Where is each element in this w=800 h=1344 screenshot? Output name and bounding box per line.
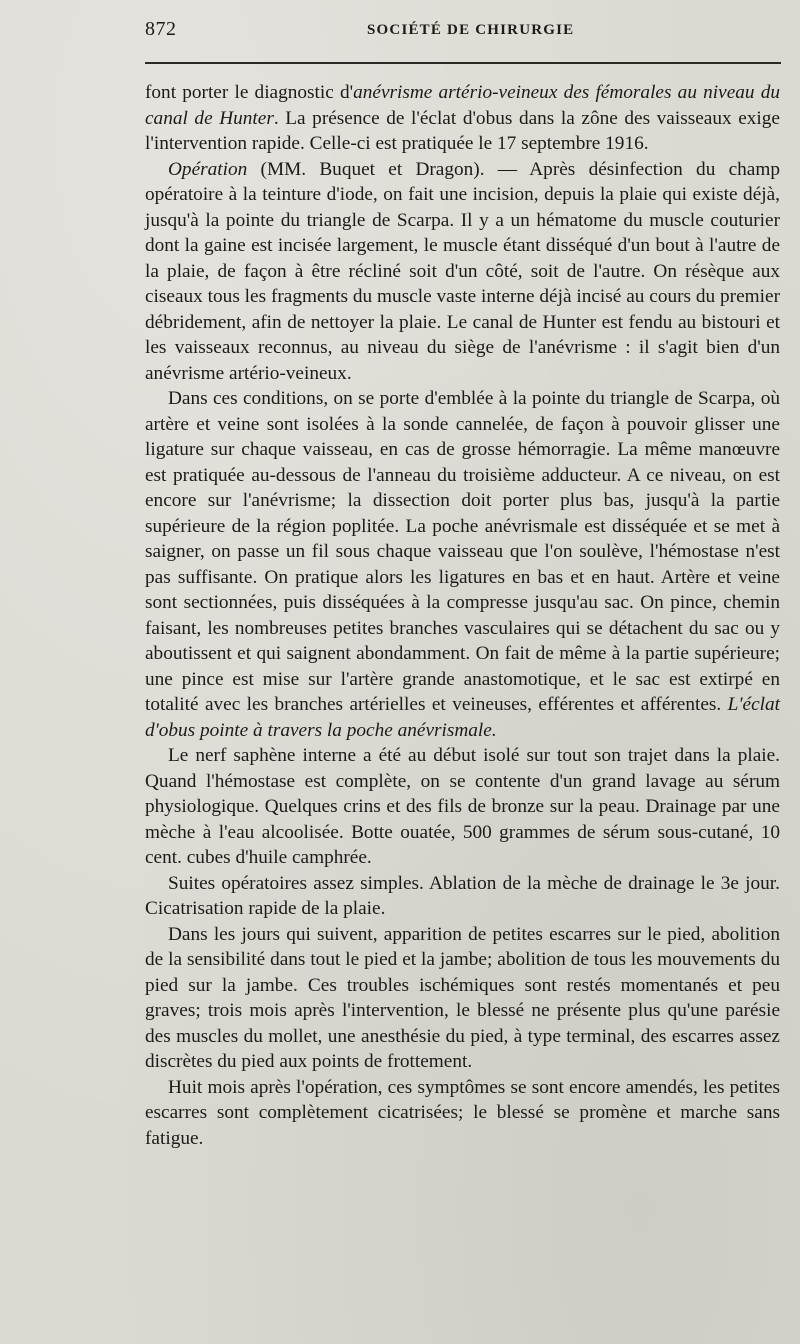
paragraph-1 (145, 80, 780, 157)
text-run: font porter le diagnostic d' (145, 82, 354, 103)
paragraph-6 (145, 922, 780, 1075)
text-run: (MM. Buquet et Dragon). — Après désinfection du champ opératoire à la teinture d'iode, on fait une incision, depuis la plaie qui existe déjà, jusqu'à la pointe du triangle de Scarpa. Il y a un hématome du muscle couturier dont la gaine est incisée largement, le muscle étant disséqué d'un bout à l'autre de la plaie, de façon à être récliné soit d'un côté, soit de l'autre. On résèque aux ciseaux tous les fragments du muscle vaste interne déjà incisé au cours du premier débridement, afin de nettoyer la plaie. Le canal de Hunter est fendu au bistouri et les vaisseaux reconnus, au niveau du siège de l'anévrisme : il s'agit bien d'un anévrisme artério-veineux. (145, 158, 780, 384)
text-run: Dans ces conditions, on se porte d'emblée à la pointe du triangle de Scarpa, où artère et veine sont isolées à la sonde cannelée, de façon à pouvoir glisser une ligature sur chaque vaisseau, en cas de grosse hémorragie. La même manœuvre est pratiquée au-dessous de l'anneau du troisième adducteur. A ce niveau, on est encore sur l'anévrisme; la dissection doit porter plus bas, jusqu'à la partie supérieure de la région poplitée. La poche anévrismale est disséquée et se met à saigner, on passe un fil sous chaque vaisseau que l'on soulève, l'hémostase n'est pas suffisante. On pratique alors les ligatures en bas et en haut. Artère et veine sont sectionnées, puis disséquées à la compresse jusqu'au sac. On pince, chemin faisant, les nombreuses petites branches vasculaires qui se détachent du sac ou y aboutissent et qui saignent abondamment. On fait de même à la partie supérieure; une pince est mise sur l'artère grande anastomotique, et le sac est extirpé en totalité avec les branches artérielles et veineuses, efférentes et afférentes. (145, 388, 780, 715)
text-run: Huit mois après l'opération, ces symptômes se sont encore amendés, les petites escarres sont complètement cicatrisées; le blessé se promène et marche sans fatigue. (145, 1076, 780, 1149)
body-text (145, 80, 780, 1151)
header-rule (145, 62, 781, 64)
paragraph-4 (145, 743, 780, 871)
running-head: SOCIÉTÉ DE CHIRURGIE (367, 22, 575, 38)
text-run: Dans les jours qui suivent, apparition de petites escarres sur le pied, abolition de la sensibilité dans tout le pied et la jambe; abolition de tous les mouvements du pied sur la jambe. Ces troubles ischémiques sont restés momentanés et peu graves; trois mois après l'intervention, le blessé ne présente plus qu'une parésie des muscles du mollet, une anesthésie du pied, à type terminal, des escarres assez discrètes du pied aux points de frottement. (145, 923, 780, 1072)
text-run: . La présence de l'éclat d'obus dans la zône des vaisseaux exige l'intervention rapide. Celle-ci est pratiquée le 17 septembre 1916. (145, 107, 780, 154)
text-run: Suites opératoires assez simples. Ablation de la mèche de drainage le 3e jour. Cicatrisation rapide de la plaie. (145, 872, 780, 919)
page-header (145, 18, 780, 48)
text-run: Le nerf saphène interne a été au début isolé sur tout son trajet dans la plaie. Quand l'hémostase est complète, on se contente d'un grand lavage au sérum physiologique. Quelques crins et des fils de bronze sur la peau. Drainage par une mèche à l'eau alcoolisée. Botte ouatée, 500 grammes de sérum sous-cutané, 10 cent. cubes d'huile camphrée. (145, 745, 780, 868)
paragraph-3 (145, 386, 780, 743)
paragraph-5 (145, 871, 780, 922)
italic-text: Opération (168, 158, 248, 180)
italic-text: L'éclat d'obus pointe à travers la poche anévrismale. (145, 694, 780, 741)
page-number: 872 (145, 18, 177, 40)
italic-text: anévrisme artério-veineux des fémorales au niveau du canal de Hunter (145, 82, 780, 129)
paragraph-2 (145, 157, 780, 387)
paragraph-7 (145, 1075, 780, 1152)
